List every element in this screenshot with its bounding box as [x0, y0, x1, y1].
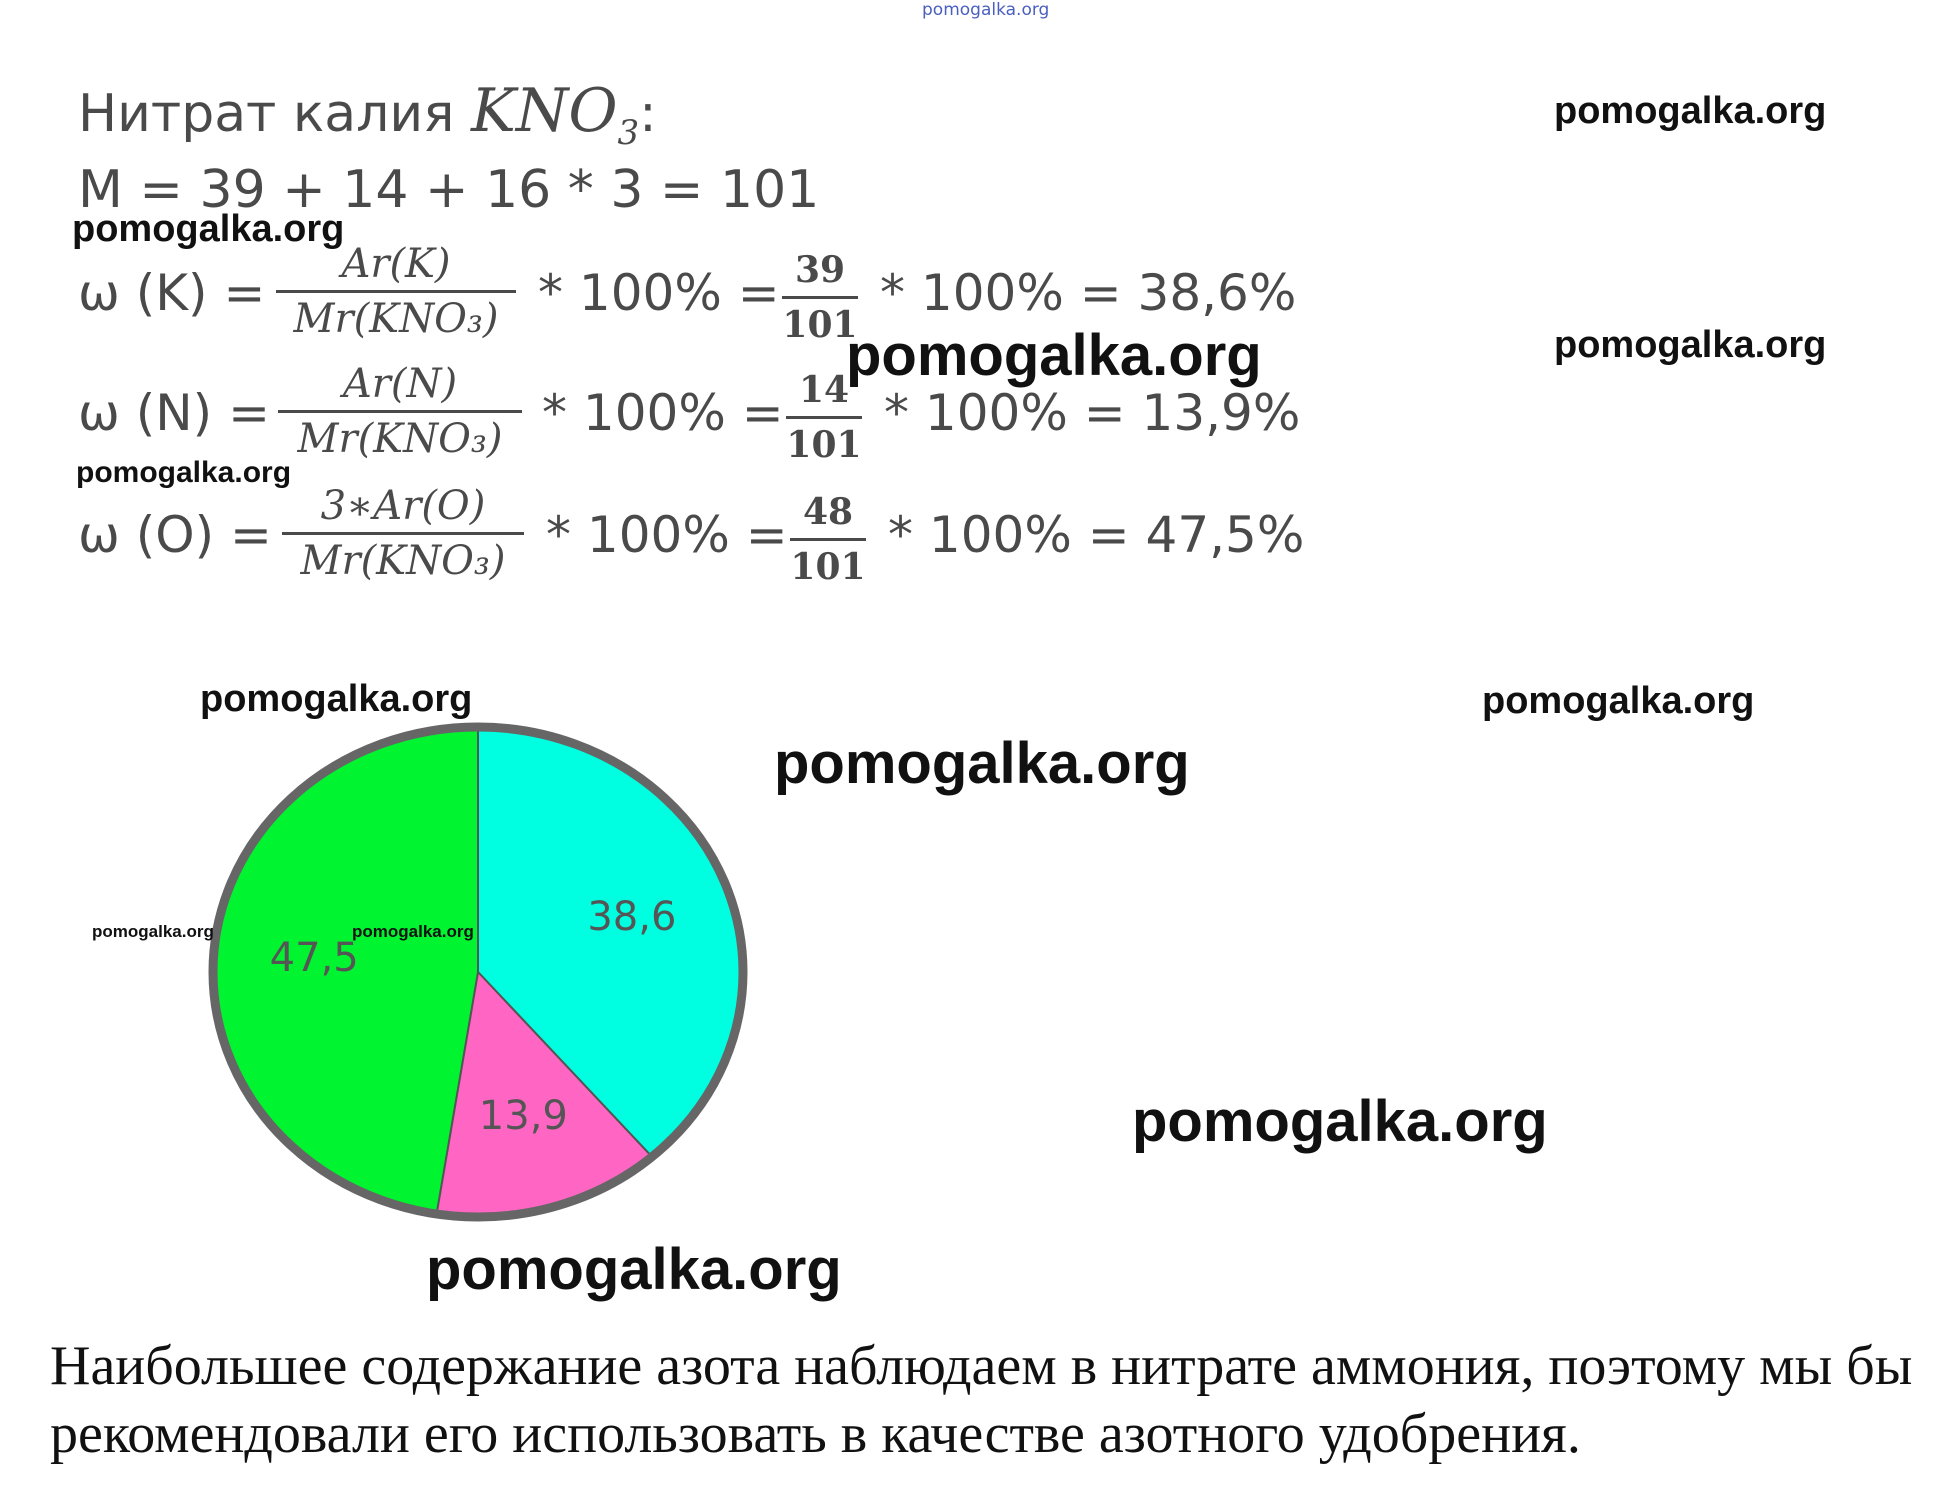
formula-k-fraction: Ar(K) Mr(KNO₃) [276, 238, 516, 345]
watermark: pomogalka.org [200, 678, 473, 720]
formula-k-mid: * 100% = [538, 264, 780, 322]
watermark: pomogalka.org [1554, 90, 1827, 132]
formula-n-numeric-fraction: 14 101 [786, 369, 862, 466]
watermark: pomogalka.org [426, 1237, 842, 1302]
formula-k-rhs: * 100% = 38,6% [880, 264, 1297, 322]
heading-colon: : [639, 84, 657, 144]
conclusion-text: Наибольшее содержание азота наблюдаем в нитрате аммония, поэтому мы бы рекомендовали его использовать в качестве азотного удобрения. [50, 1335, 1913, 1465]
watermark: pomogalka.org [1482, 680, 1755, 722]
watermark: pomogalka.org [774, 731, 1190, 796]
top-watermark: pomogalka.org [922, 0, 1050, 20]
heading-text: Нитрат калия [78, 84, 455, 144]
molar-mass: M = 39 + 14 + 16 * 3 = 101 [78, 160, 820, 220]
formula-o-rhs: * 100% = 47,5% [888, 506, 1305, 564]
formula-n-fraction: Ar(N) Mr(KNO₃) [278, 358, 522, 465]
watermark: pomogalka.org [72, 208, 345, 250]
formula-k-numeric-fraction: 39 101 [782, 249, 858, 346]
formula-o-numeric-fraction: 48 101 [790, 491, 866, 588]
formula-n-mid: * 100% = [542, 384, 784, 442]
heading-formula: $KNO_3$ [471, 76, 640, 153]
formula-k-lhs: ω (K) = [78, 264, 266, 322]
formula-o-fraction: 3∗Ar(O) Mr(KNO₃) [282, 480, 524, 587]
formula-o-lhs: ω (O) = [78, 506, 272, 564]
formula-n-lhs: ω (N) = [78, 384, 270, 442]
watermark: pomogalka.org [846, 323, 1262, 388]
pie-data-label: 47,5 [269, 935, 359, 982]
formula-o-mid: * 100% = [546, 506, 788, 564]
watermark: pomogalka.org [1132, 1089, 1548, 1154]
formula-n-rhs: * 100% = 13,9% [884, 384, 1301, 442]
pie-data-label: 13,9 [478, 1093, 568, 1140]
watermark: pomogalka.org [1554, 324, 1827, 366]
pie-data-label: 38,6 [587, 893, 677, 940]
watermark: pomogalka.org [92, 922, 214, 941]
watermark: pomogalka.org [352, 922, 474, 941]
watermark: pomogalka.org [76, 456, 292, 489]
